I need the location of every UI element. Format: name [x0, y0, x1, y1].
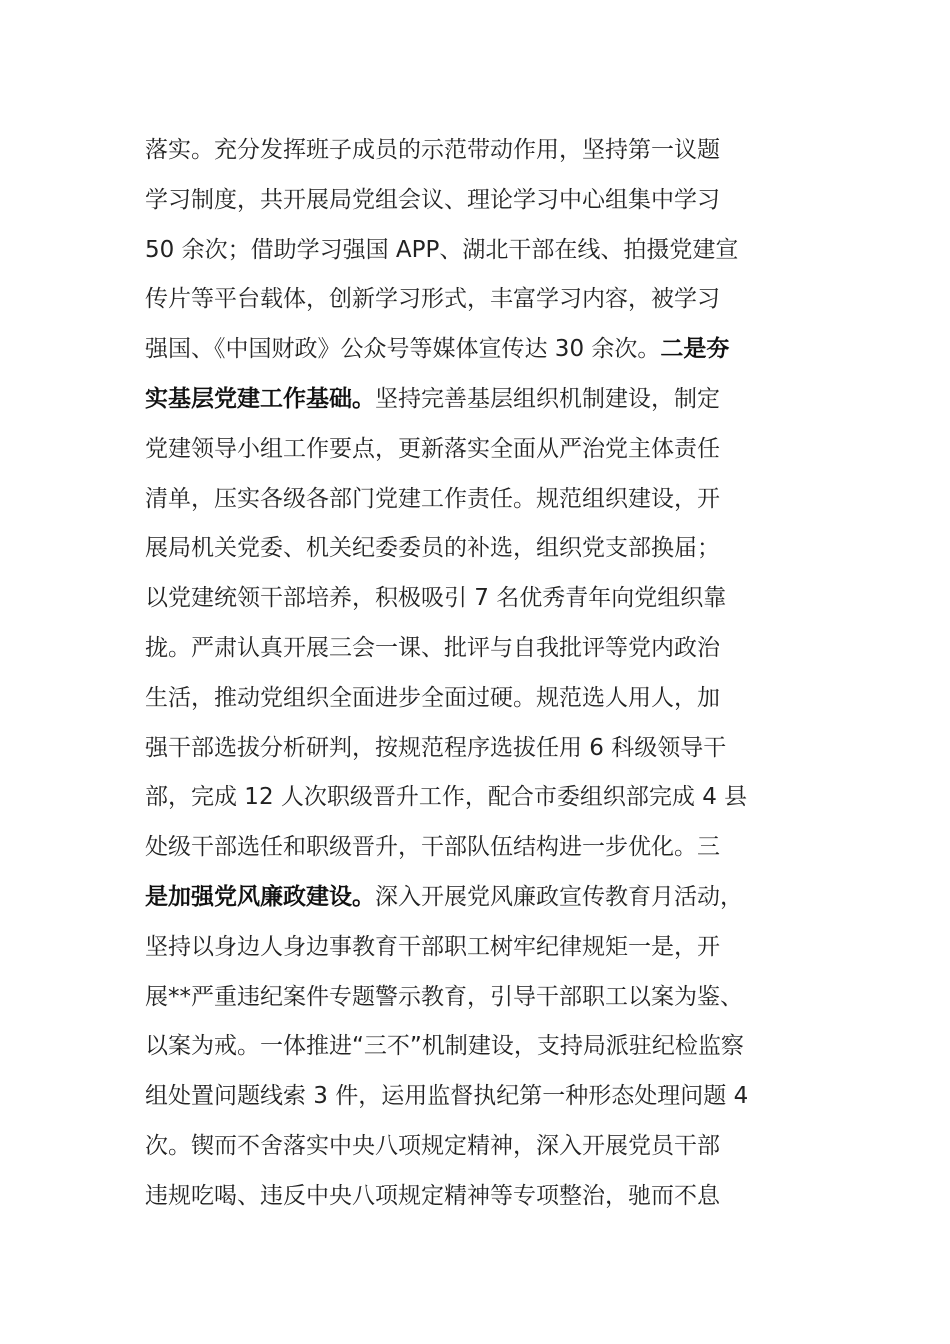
text-line [145, 325, 845, 375]
text-line [145, 1172, 845, 1222]
text-segment: 学习制度，共开展局党组会议、理论学习中心组集中学习 [145, 186, 720, 213]
text-segment: 落实。充分发挥班子成员的示范带动作用，坚持第一议题 [145, 137, 720, 163]
text-line [145, 475, 845, 525]
text-segment: 展**严重违纪案件专题警示教育，引导干部职工以案为鉴、 [145, 983, 743, 1010]
text-segment: 展局机关党委、机关纪委委员的补选，组织党支部换届； [145, 535, 720, 562]
text-segment: 违规吃喝、违反中央八项规定精神等专项整治，驰而不息 [145, 1182, 720, 1209]
text-line [145, 126, 845, 176]
text-line [145, 773, 845, 823]
text-line [145, 524, 845, 574]
text-segment: 以党建统领干部培养，积极吸引 7 名优秀青年向党组织靠 [145, 585, 727, 612]
text-line [145, 1022, 845, 1072]
text-line [145, 624, 845, 674]
text-line [145, 574, 845, 624]
text-line [145, 724, 845, 774]
text-segment: 次。锲而不舍落实中央八项规定精神，深入开展党员干部 [145, 1132, 720, 1159]
text-segment: 生活，推动党组织全面进步全面过硬。规范选人用人，加 [145, 684, 720, 711]
bold-heading-text: 是加强党风廉政建设。 [145, 883, 375, 910]
text-segment: 坚持完善基层组织机制建设，制定 [375, 385, 720, 412]
text-segment: 处级干部选任和职级晋升，干部队伍结构进一步优化。三 [145, 834, 720, 861]
text-segment: 以案为戒。一体推进“三不”机制建设，支持局派驻纪检监察 [145, 1033, 744, 1060]
bold-heading-text: 实基层党建工作基础。 [145, 385, 375, 412]
text-segment: 党建领导小组工作要点，更新落实全面从严治党主体责任 [145, 435, 720, 462]
text-line [145, 176, 845, 226]
text-segment: 传片等平台载体，创新学习形式，丰富学习内容，被学习 [145, 286, 720, 313]
text-segment: 深入开展党风廉政宣传教育月活动， [375, 883, 743, 910]
text-segment: 拢。严肃认真开展三会一课、批评与自我批评等党内政治 [145, 634, 720, 661]
body-text [145, 126, 845, 1222]
text-segment: 组处置问题线索 3 件，运用监督执纪第一种形态处理问题 4 [145, 1083, 749, 1110]
text-segment: 清单，压实各级各部门党建工作责任。规范组织建设，开 [145, 485, 720, 512]
text-segment: 坚持以身边人身边事教育干部职工树牢纪律规矩一是，开 [145, 933, 720, 960]
text-line [145, 873, 845, 923]
bold-heading-text: 二是夯 [660, 336, 730, 363]
text-line [145, 823, 845, 873]
text-line [145, 674, 845, 724]
text-segment: 部，完成 12 人次职级晋升工作，配合市委组织部完成 4 县 [145, 784, 748, 811]
text-line [145, 425, 845, 475]
text-line [145, 1122, 845, 1172]
text-segment: 强干部选拔分析研判，按规范程序选拔任用 6 科级领导干 [145, 734, 727, 761]
text-segment: 强国、《中国财政》公众号等媒体宣传达 30 余次。 [145, 336, 661, 363]
text-line [145, 226, 845, 276]
text-line [145, 973, 845, 1023]
text-line [145, 1072, 845, 1122]
text-line [145, 375, 845, 425]
text-line [145, 275, 845, 325]
text-segment: 50 余次；借助学习强国 APP、湖北干部在线、拍摄党建宣 [145, 236, 739, 263]
text-line [145, 923, 845, 973]
